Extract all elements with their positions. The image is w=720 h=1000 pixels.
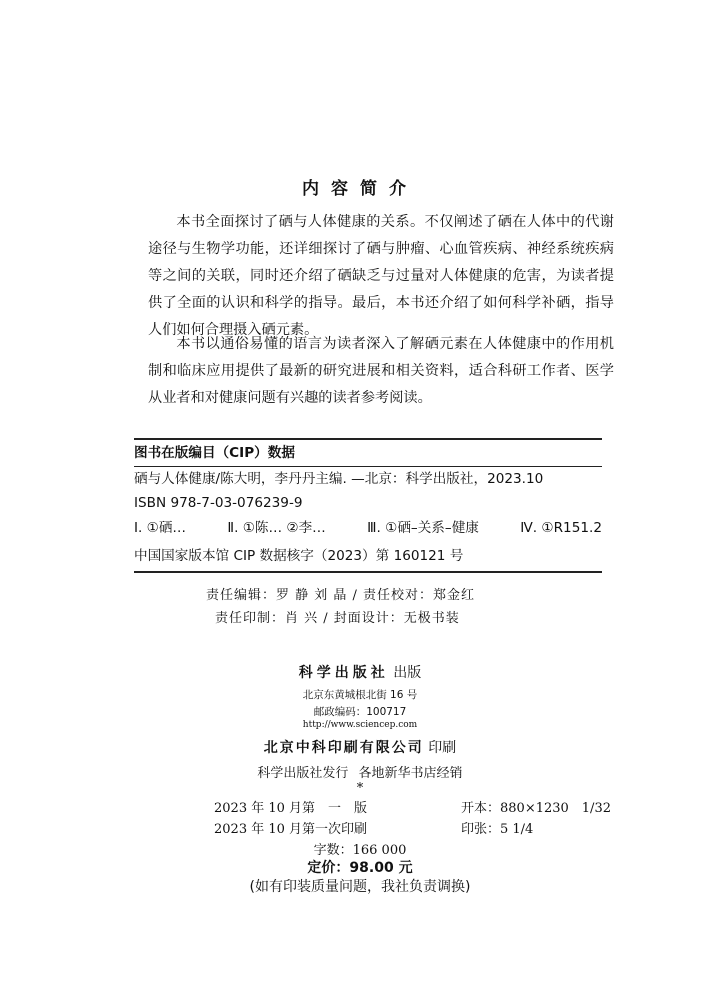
cip-class-item: Ⅲ. ①硒–关系–健康 [367,520,479,536]
printed-sheets: 印张：5 1/4 [461,822,534,837]
cip-heading: 图书在版编目（CIP）数据 [134,445,295,461]
staff-editors: 责任编辑：罗 静 刘 晶 / 责任校对：郑金红 [206,588,476,603]
cip-record: 硒与人体健康/陈大明，李丹丹主编. —北京：科学出版社，2023.10 [134,471,544,487]
edition-date: 2023 年 10 月第 一 版 [214,801,368,816]
price: 定价：98.00 元 [307,860,413,876]
cip-bottom-rule [134,571,602,573]
cip-isbn: ISBN 978-7-03-076239-9 [134,495,303,511]
cip-verification: 中国国家版本馆 CIP 数据核字（2023）第 160121 号 [134,548,464,564]
cip-data-block [134,438,602,573]
cip-classification [134,515,602,541]
publisher-line [0,662,720,682]
printer-line [0,737,720,757]
publisher-suffix: 出版 [393,665,422,681]
cip-class-item: Ⅰ. ①硒… [134,520,187,536]
format-size: 开本：880×1230 1/32 [461,801,611,816]
quality-notice: (如有印装质量问题，我社负责调换) [249,879,471,895]
edition-line-1 [214,797,611,816]
separator-star: * [356,781,364,796]
distribution-line: 科学出版社发行 各地新华书店经销 [257,766,463,781]
staff-production: 责任印制：肖 兴 / 封面设计：无极书装 [215,611,460,626]
summary-paragraph-1: 本书全面探讨了硒与人体健康的关系。不仅阐述了硒在人体中的代谢途径与生物学功能，还详细探讨了硒与肿瘤、心血管疾病、神经系统疾病等之间的关联，同时还介绍了硒缺乏与过量对人体健康的危害，为读者提供了全面的认识和科学的指导。最后，本书还介绍了如何科学补硒，指导人们如何合理摄入硒元素。 [148,214,614,338]
word-count: 字数：166 000 [313,843,407,858]
printer-name: 北京中科印刷有限公司 [263,740,424,756]
publisher-postcode: 邮政编码：100717 [313,706,407,718]
publisher-url: http://www.sciencep.com [302,720,418,730]
cip-class-item: Ⅳ. ①R151.2 [520,520,602,536]
printer-suffix: 印刷 [428,740,457,756]
cip-class-item: Ⅱ. ①陈… ②李… [227,520,326,536]
summary-paragraph-2: 本书以通俗易懂的语言为读者深入了解硒元素在人体健康中的作用机制和临床应用提供了最新的研究进展和相关资料，适合科研工作者、医学从业者和对健康问题有兴趣的读者参考阅读。 [148,336,614,406]
publisher-address: 北京东黄城根北街 16 号 [302,689,418,701]
summary-title: 内容简介 [302,179,418,199]
edition-line-2 [214,818,533,837]
publisher-name: 科学出版社 [298,665,389,681]
print-date: 2023 年 10 月第一次印刷 [214,822,368,837]
